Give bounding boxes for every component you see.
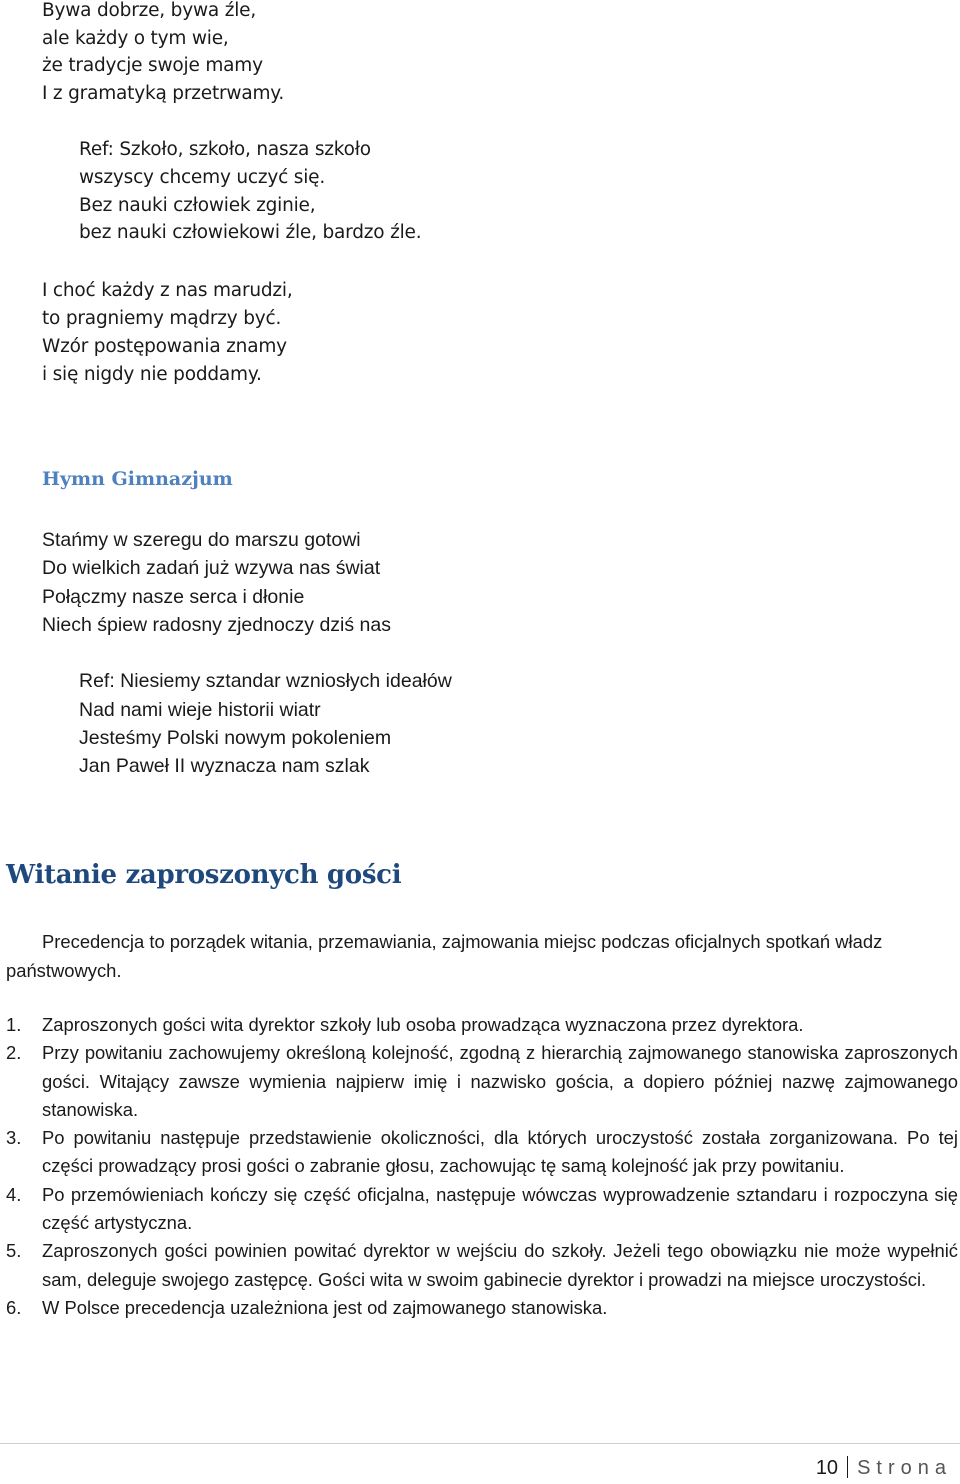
section-intro: Precedencja to porządek witania, przemawiania, zajmowania miejsc podczas oficjalnych spotkań władz państwowych. (6, 931, 883, 981)
footer-separator (847, 1456, 848, 1478)
list-item (6, 1181, 958, 1238)
poem-line: że tradycje swoje mamy (42, 55, 263, 76)
list-item-text: Przy powitaniu zachowujemy określoną kolejność, zgodną z hierarchią zajmowanego stanowiska zaproszonych gości. Witający zawsze wymienia najpierw imię i nazwisko gościa, a dopiero później nazwę zajmowanego stanowiska. (42, 1042, 958, 1120)
section-title: Witanie zaproszonych gości (6, 860, 402, 890)
hymn-line: Połączmy nasze serca i dłonie (42, 586, 305, 608)
hymn-line: Do wielkich zadań już wzywa nas świat (42, 557, 381, 579)
poem-line: Wzór postępowania znamy (42, 336, 287, 357)
list-item-number: 6. (6, 1296, 22, 1318)
list-item-text: Zaproszonych gości wita dyrektor szkoły lub osoba prowadząca wyznaczona przez dyrektora. (42, 1014, 804, 1035)
list-item (6, 1294, 958, 1322)
hymn-line: Nad nami wieje historii wiatr (79, 699, 321, 721)
poem-line: to pragniemy mądrzy być. (42, 308, 282, 329)
poem-line: bez nauki człowiekowi źle, bardzo źle. (79, 222, 422, 243)
poem-line: ale każdy o tym wie, (42, 28, 229, 49)
list-item (6, 1237, 958, 1294)
list-item-number: 4. (6, 1183, 22, 1205)
poem-line: I z gramatyką przetrwamy. (42, 83, 285, 104)
poem-line: Bywa dobrze, bywa źle, (42, 0, 257, 21)
list-item-text: Po przemówieniach kończy się część oficjalna, następuje wówczas wyprowadzenie sztandaru i rozpoczyna się część artystyczna. (42, 1183, 958, 1234)
poem-line: wszyscy chcemy uczyć się. (79, 167, 326, 188)
hymn-line: Jan Paweł II wyznacza nam szlak (79, 755, 370, 777)
hymn-line: Jesteśmy Polski nowym pokoleniem (79, 727, 392, 749)
list-item-text: Po powitaniu następuje przedstawienie okoliczności, dla których uroczystość została zorganizowana. Po tej części prowadzący prosi gości o zabranie głosu, zachowując tę samą kolejność jak przy powitaniu. (42, 1127, 958, 1177)
list-item-text: Zaproszonych gości powinien powitać dyrektor w wejściu do szkoły. Jeżeli tego obowiązku nie może wypełnić sam, deleguje swojego zastępcę. Gości wita w swoim gabinecie dyrektor i prowadzi na miejsce uroczystości. (42, 1240, 958, 1290)
poem-line: I choć każdy z nas marudzi, (42, 280, 293, 301)
poem-line: Ref: Szkoło, szkoło, nasza szkoło (79, 139, 371, 160)
list-item (6, 1124, 958, 1181)
list-item-number: 2. (6, 1042, 22, 1064)
list-item (6, 1011, 958, 1039)
list-item-number: 1. (6, 1014, 22, 1035)
hymn-title: Hymn Gimnazjum (42, 468, 233, 490)
list-item-number: 5. (6, 1240, 22, 1262)
page-footer (816, 1456, 952, 1480)
hymn-line: Ref: Niesiemy sztandar wzniosłych ideałów (79, 670, 452, 692)
hymn-line: Niech śpiew radosny zjednoczy dziś nas (42, 614, 392, 636)
list-item-text: W Polsce precedencja uzależniona jest od zajmowanego stanowiska. (42, 1296, 608, 1318)
page-word: Strona (857, 1457, 952, 1479)
footer-divider (0, 1443, 960, 1444)
list-item (6, 1039, 958, 1124)
precedence-list (6, 1011, 958, 1322)
page-number: 10 (815, 1457, 839, 1479)
hymn-line: Stańmy w szeregu do marszu gotowi (42, 529, 361, 551)
list-item-number: 3. (6, 1127, 22, 1149)
poem-line: Bez nauki człowiek zginie, (79, 195, 316, 216)
poem-line: i się nigdy nie poddamy. (42, 364, 262, 385)
